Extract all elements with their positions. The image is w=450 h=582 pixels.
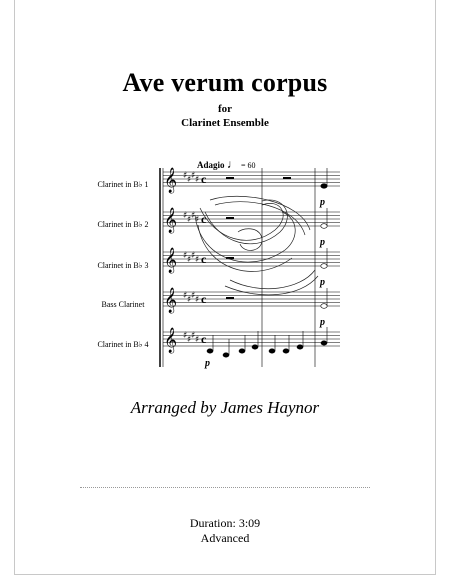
dynamic-staff-1: p (320, 197, 325, 208)
note-staff-3 (321, 264, 327, 269)
treble-clef-icon: 𝄞 (164, 328, 178, 353)
sharp-icon: ♯ (187, 175, 192, 185)
dynamic-staff-4: p (320, 317, 325, 328)
instrument-label-bass-clarinet: Bass Clarinet (101, 300, 145, 309)
note-staff-2 (321, 224, 327, 229)
swirl-watermark (195, 196, 318, 295)
instrument-label-clarinet-2: Clarinet in B♭ 2 (97, 220, 149, 229)
tempo-value: = 60 (241, 161, 256, 170)
score-title: Ave verum corpus (122, 68, 328, 97)
treble-clef-icon: 𝄞 (164, 168, 178, 193)
time-signature: c (201, 332, 207, 346)
sharp-icon: ♯ (191, 291, 196, 301)
sharp-icon: ♯ (191, 251, 196, 261)
score-system (160, 167, 340, 367)
sharp-icon: ♯ (187, 215, 192, 225)
sharp-icon: ♯ (195, 255, 200, 265)
arranger-credit: Arranged by James Haynor (130, 398, 320, 417)
dynamic-staff-2: p (320, 237, 325, 248)
difficulty-level: Advanced (200, 531, 250, 545)
treble-clef-icon: 𝄞 (164, 288, 178, 313)
instrument-label-clarinet-4: Clarinet in B♭ 4 (97, 340, 149, 349)
sharp-icon: ♯ (183, 171, 188, 181)
subtitle-ensemble: Clarinet Ensemble (181, 117, 269, 129)
instrument-label-clarinet-1: Clarinet in B♭ 1 (97, 180, 149, 189)
sharp-icon: ♯ (191, 171, 196, 181)
sharp-icon: ♯ (195, 215, 200, 225)
sharp-icon: ♯ (187, 295, 192, 305)
treble-clef-icon: 𝄞 (164, 208, 178, 233)
sharp-icon: ♯ (183, 211, 188, 221)
instrument-label-clarinet-3: Clarinet in B♭ 3 (97, 261, 149, 270)
tempo-text: Adagio (197, 160, 225, 170)
duration-text: Duration: 3:09 (189, 516, 261, 530)
rest-staff-1b (283, 177, 291, 179)
sharp-icon: ♯ (195, 175, 200, 185)
subtitle-for: for (217, 103, 233, 115)
divider-rule (80, 487, 370, 488)
clefs-and-keys (164, 167, 207, 353)
treble-clef-icon: 𝄞 (164, 248, 178, 273)
time-signature: c (201, 212, 207, 226)
sharp-icon: ♯ (195, 335, 200, 345)
time-signature: c (201, 252, 207, 266)
notes-staff-5 (207, 327, 327, 357)
dynamic-staff-5: p (205, 358, 210, 369)
sharp-icon: ♯ (191, 211, 196, 221)
time-signature: c (201, 172, 207, 186)
note-staff-1 (321, 184, 327, 189)
sharp-icon: ♯ (187, 255, 192, 265)
sharp-icon: ♯ (183, 291, 188, 301)
sharp-icon: ♯ (191, 331, 196, 341)
time-signature: c (201, 292, 207, 306)
quarter-note-icon: ♩ (226, 157, 239, 171)
sharp-icon: ♯ (195, 295, 200, 305)
rest-staff-2 (226, 217, 234, 219)
note-staff-4 (321, 304, 327, 309)
sharp-icon: ♯ (187, 335, 192, 345)
sharp-icon: ♯ (183, 251, 188, 261)
rest-staff-4 (226, 297, 234, 299)
rest-staff-1 (226, 177, 234, 179)
dynamic-staff-3: p (320, 277, 325, 288)
sharp-icon: ♯ (183, 331, 188, 341)
